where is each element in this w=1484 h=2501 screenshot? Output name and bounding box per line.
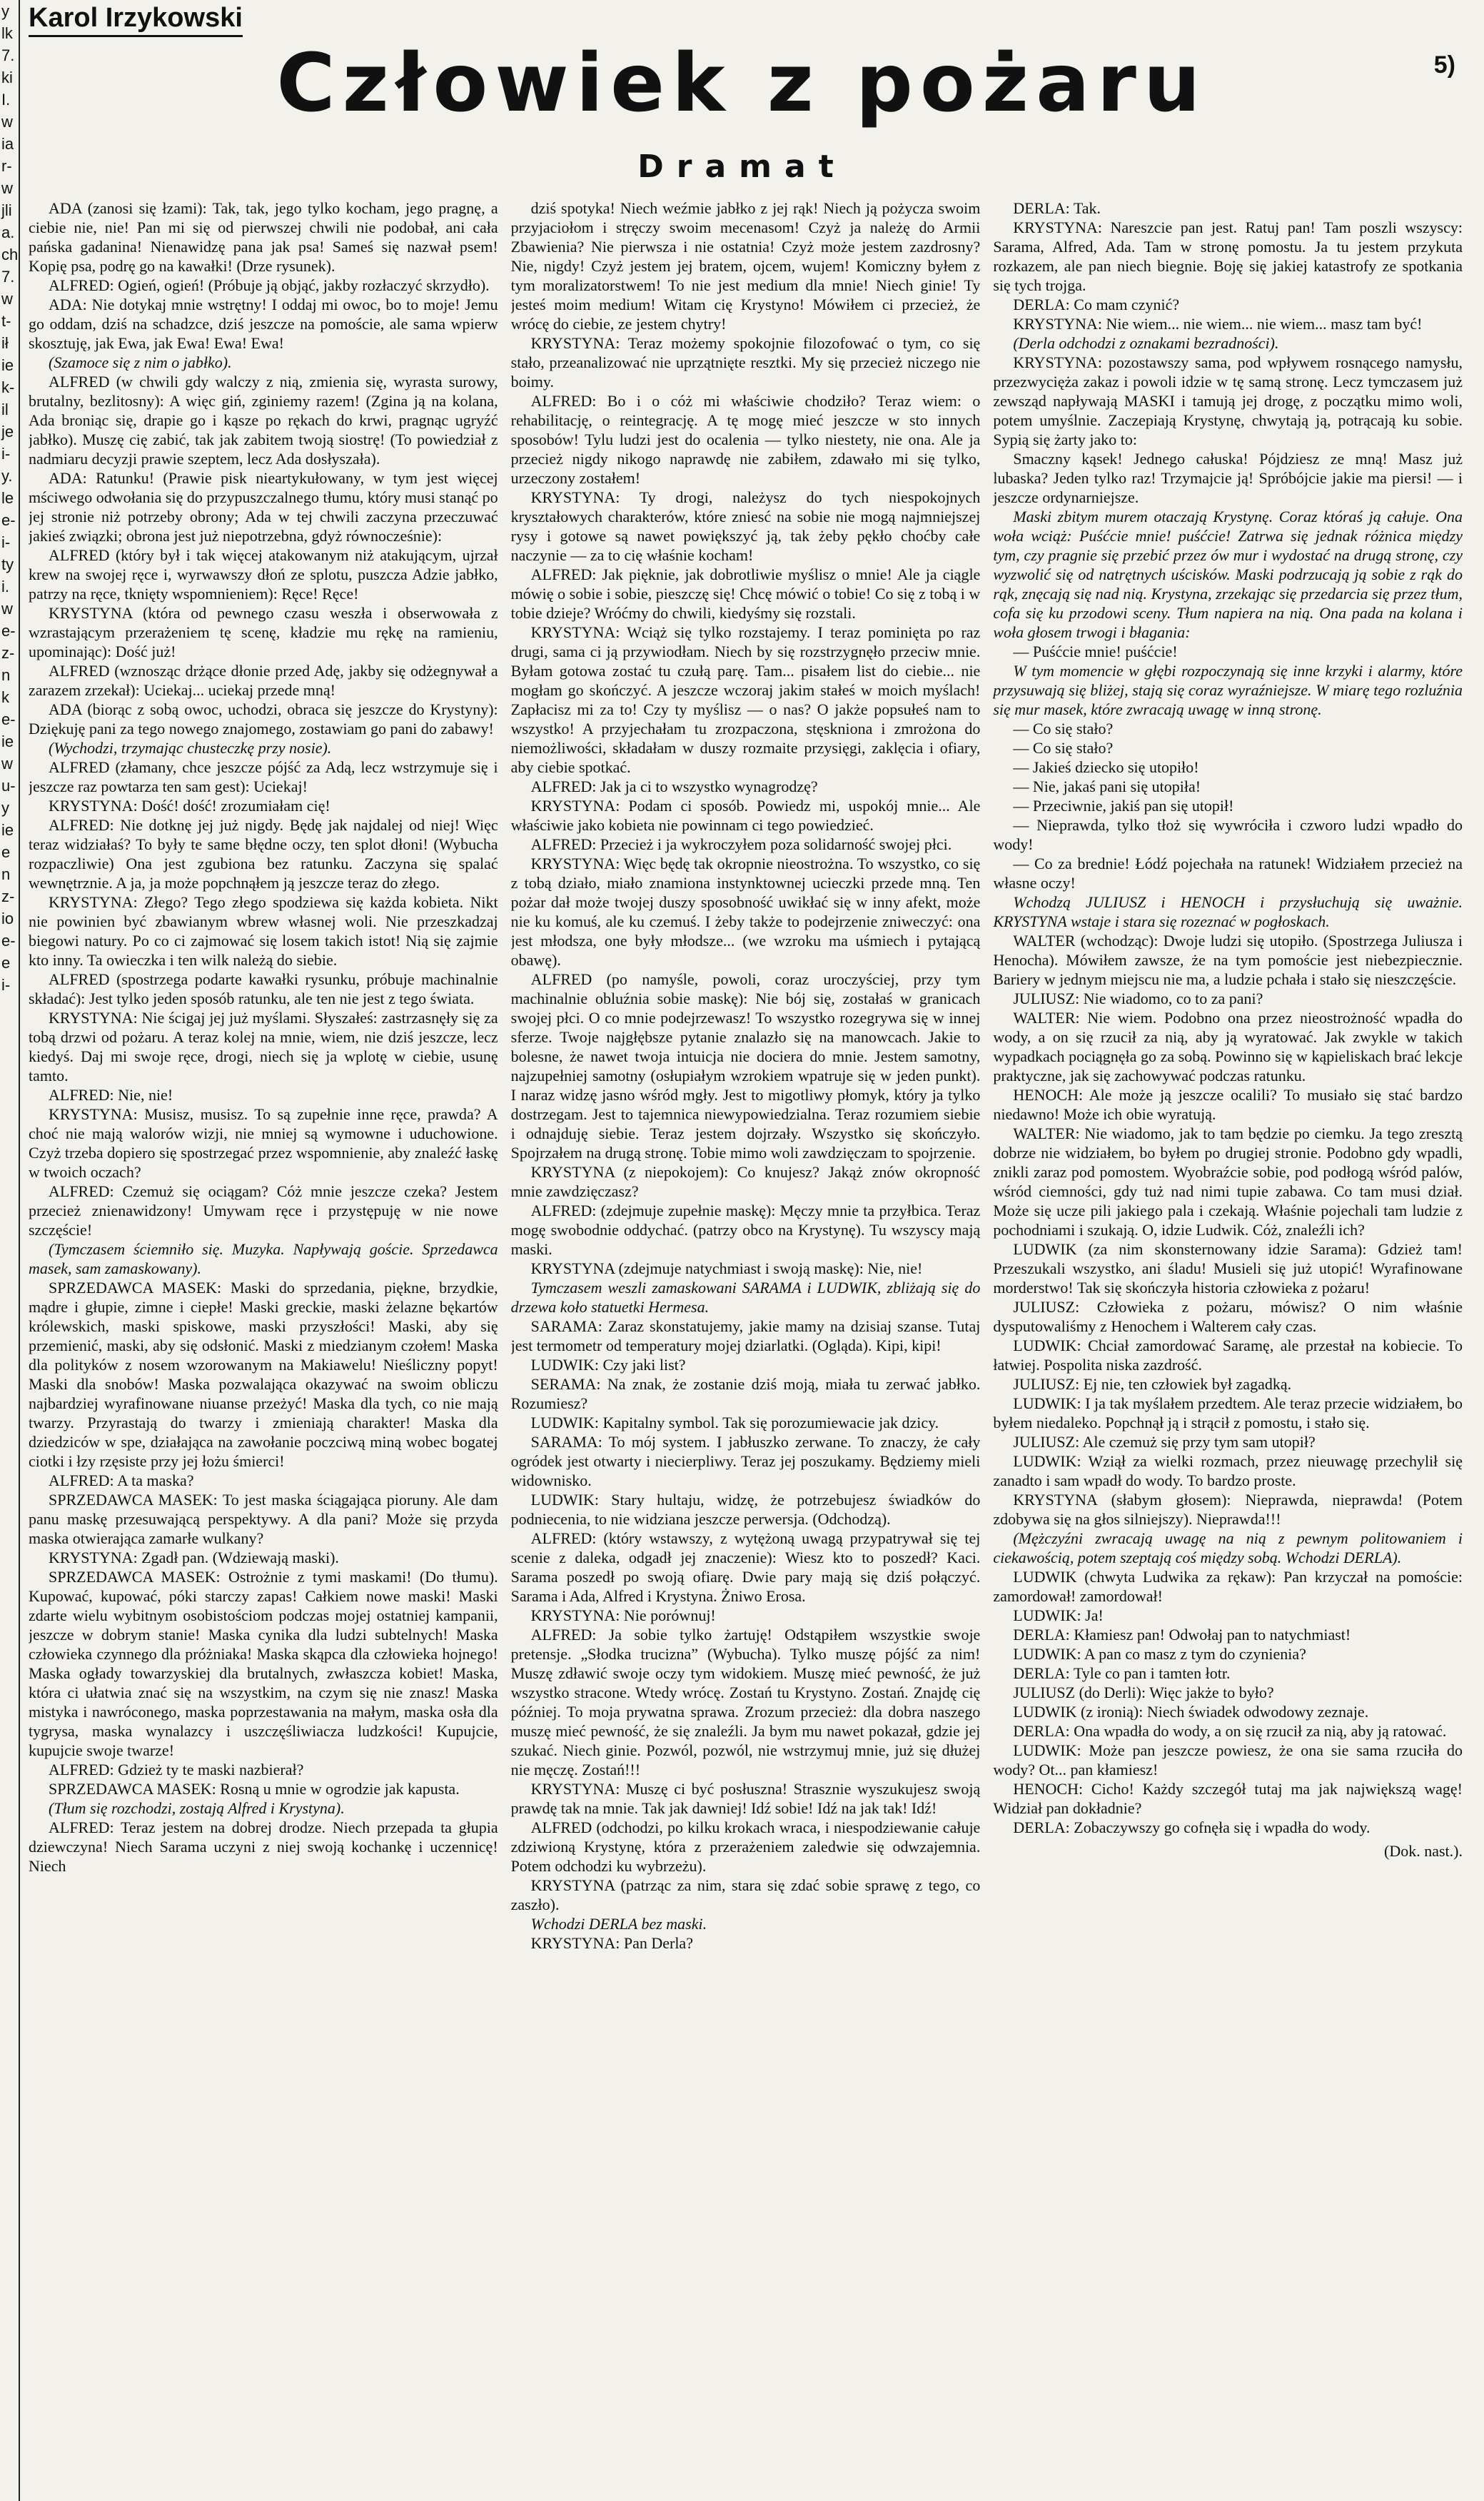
gutter-fragment: i.: [1, 578, 9, 595]
dialogue-paragraph: DERLA: Ona wpadła do wody, a on się rzucił za nią, aby ją ratować.: [1013, 1722, 1447, 1740]
dialogue-paragraph: LUDWIK: Chciał zamordować Saramę, ale przestał na kobiecie. To łatwiej. Pospolita niska zazdrość.: [993, 1337, 1463, 1374]
gutter-fragment: i-: [1, 533, 11, 551]
gutter-fragment: je: [1, 423, 14, 441]
dialogue-paragraph: — Co za bredniе! Łódź pojechała na ratunek! Widziałem przecież na własne oczy!: [993, 855, 1463, 892]
dialogue-paragraph: DERLA: Co mam czynić?: [1013, 296, 1180, 313]
column-2: [511, 198, 981, 2490]
gutter-fragment: r-: [1, 157, 12, 175]
dialogue-paragraph: ALFRED (który był i tak więcej atakowanym niż atakującym, ujrzał krew na swojej ręce i, wyrwawszy dłoń ze splotu, puszcza Adzie jabłko, patrzy na ręce, tknięty wspomnieniem): Ręce! Ręce!: [29, 546, 498, 603]
dialogue-paragraph: KRYSTYNA: pozostawszy sama, pod wpływem rosnącego namysłu, przezwycięża zakaz i powoli idzie w tę samą stronę. Lecz tymczasem już zewsząd napływają MASKI i tamują jej drogę, z początku mimo woli, potem umyślnie. Zaczepiają Krystynę, chwytają ją, potrącają ku sobie. Sypią się żarty jako to:: [993, 353, 1463, 448]
dialogue-paragraph: JULIUSZ: Ale czemuż się przy tym sam utopił?: [1013, 1433, 1316, 1451]
gutter-fragment: lk: [1, 24, 13, 42]
dialogue-paragraph: KRYSTYNA: Nie porównuj!: [530, 1606, 716, 1624]
gutter-fragment: u-: [1, 777, 16, 795]
dialogue-paragraph: ADA (zanosi się łzami): Tak, tak, jego tylko kocham, jego pragnę, a ciebie nie, nie! Pan mi się od pierwszej chwili nie podobał, ani cała pańska gadanina! Nienawidzę pana jak psa! Sameś się nazwał psem! Kopię psa, podrę go na kawałki! (Drze rysunek).: [29, 199, 498, 275]
dialogue-paragraph: JULIUSZ (do Derli): Więc jakże to było?: [1013, 1684, 1274, 1701]
dialogue-paragraph: KRYSTYNA: Złego? Tego złego spodziewa się każda kobieta. Nikt nie powinien być zbawianym wbrew własnej woli. Nie przeszkadzaj biegowi natury. Po co ci zajmować się losem takich istot! Nią się zajmie kto inny. Ta owieczka i ten wilk należą do siebie.: [29, 893, 498, 969]
gutter-fragment: ie: [1, 356, 14, 374]
gutter-fragment: ia: [1, 135, 14, 153]
adjacent-page-gutter: [0, 0, 20, 2501]
gutter-fragment: ty: [1, 555, 14, 573]
dialogue-paragraph: LUDWIK: Wziął za wielki rozmach, przez nieuwagę przechylił się zanadto i sam wpadł do wody. To bardzo proste.: [993, 1452, 1463, 1489]
dialogue-paragraph: ALFRED (w chwili gdy walczy z nią, zmienia się, wyrasta surowy, brutalny, bezlitosny): A więc giń, zginiemy razem! (Zgina ją na kolana, Ada broniąc się, drapie go i kąsze po rękach do krwi, pragnąc ugryźć jabłko). Muszę cię zabić, tak jak zabitem twoją siostrę! (To powiedział z nadmiaru decyzji prawie szeptem, lecz Ada dosłyszała).: [29, 373, 498, 468]
gutter-fragment: y: [1, 799, 9, 817]
gutter-fragment: ch: [1, 246, 19, 263]
dialogue-paragraph: ALFRED: (zdejmuje zupełnie maskę): Męczy mnie ta przyłbica. Teraz mogę swobodnie oddychać. (patrzy obco na Krystynę). Tu wszyscy mają maski.: [510, 1202, 981, 1258]
dialogue-paragraph: LUDWIK (chwyta Ludwika za rękaw): Pan krzyczał na pomoście: zamordował! zamordował!: [993, 1568, 1463, 1605]
dialogue-paragraph: ADA: Nie dotykaj mnie wstrętny! I oddaj mi owoc, bo to moje! Jemu go oddam, dziś na schadzce, dziś jeszcze na pomoście, ale sama wpierw skosztuję, jak Ewa, jak Ewa! Ewa! Ewa!: [29, 296, 498, 352]
dialogue-paragraph: KRYSTYNA: Podam ci sposób. Powiedz mi, uspokój mnie... Ale właściwie jako kobieta nie powinnam ci tego powiedzieć.: [510, 797, 981, 834]
gutter-fragment: k: [1, 688, 9, 706]
gutter-fragment: a.: [1, 223, 15, 241]
dialogue-paragraph: ALFRED: Nie, nie!: [49, 1086, 173, 1104]
dialogue-paragraph: DERLA: Zobaczywszy go cofnęła się i wpadła do wody.: [1013, 1818, 1371, 1836]
dialogue-paragraph: ALFRED: (który wstawszy, z wytężoną uwagą przypatrywał się tej scenie z daleka, odgadł jej znaczenie): Wiesz kto to poszedł? Kaci. Sarama poszedł po swoją ofiarę. Dwie pary mają się dziś połączyć. Sarama i Ada, Alfred i Krystyna. Żniwo Erosa.: [510, 1529, 981, 1605]
dialogue-paragraph: SPRZEDAWCA MASEK: Ostrożnie z tymi maskami! (Do tłumu). Kupować, kupować, póki starczy zapas! Całkiem nowe maski! Maski zdarte wielu wybitnym osobistościom podczas mojej ostatniej kampanii, jeszcze w dobrym stanie! Maska cynika dla ludzi subtelnych! Maska człowieka czynnego dla próżniaka! Maska skąpca dla człowieka hojnego! Maska ogłady towarzyskiej dla brutalnych, zwłaszcza kobiet! Maska, która ci ułatwia znać się na wszystkim, na czym się nie znasz! Maska mistyka i nawróconego, maska poprzestawania na małym, maska osła dla tygrysa, maska wynalazcy i uszczęśliwiacza ludzkości! Kupujcie, kupujcie swoje twarze!: [29, 1568, 498, 1759]
gutter-fragment: jli: [1, 201, 12, 219]
dialogue-paragraph: SPRZEDAWCA MASEK: To jest maska ściągająca pioruny. Ale dam panu maskę przesuwającą perspektywy. A dla pani? Może się przyda maska otwierająca zamarłe wulkany?: [29, 1491, 498, 1547]
gutter-fragment: w: [1, 755, 13, 773]
gutter-fragment: t-: [1, 312, 11, 330]
dialogue-paragraph: Smaczny kąsek! Jednego całuska! Pójdziesz ze mną! Masz już lubaska? Jeden tylko raz! Trzymajcie ją! Spróbójcie jakie ma piersi! — i jeszcze ordynarniejsze.: [993, 450, 1463, 506]
dialogue-paragraph: ALFRED (odchodzi, po kilku krokach wraca, i niespodziewanie całuje zdziwioną Krystynę, która z przerażeniem zaledwie się odwzajemnia. Potem odchodzi ku wybrzeżu).: [510, 1818, 981, 1875]
dialogue-paragraph: SERAMA: Na znak, że zostanie dziś moją, miała tu zerwać jabłko. Rozumiesz?: [510, 1375, 981, 1412]
dialogue-paragraph: — Przeciwnie, jakiś pan się utopił!: [1013, 797, 1234, 815]
dialogue-paragraph: KRYSTYNA (która od pewnego czasu weszła i obserwowała z wzrastającym przerażeniem tę scenę, kładzie mu rękę na ramieniu, upominając): Dość już!: [29, 604, 498, 660]
dialogue-paragraph: LUDWIK: Czy jaki list?: [530, 1356, 686, 1374]
dialogue-paragraph: LUDWIK: Kapitalny symbol. Tak się porozumiewacie jak dzicy.: [530, 1414, 939, 1431]
dialogue-paragraph: dziś spotyka! Niech weźmie jabłko z jej rąk! Niech ją pożycza swoim przyjaciołom i stręczy swoim mecenasom! Czyż ja należę do Armii Zbawienia? Nie pierwsza i nie ostatnia! Czyż może jestem zazdrosny? Nie, nigdy! Czyż jestem jej bratem, ojcem, wujem! Komiczny byłem z tym moralizatorstwem! To nie jest medium dla mnie! Niech ginie! Ty jesteś moim medium! Witam cię Krystyno! Mówiłem ci przecież, że wrócę do ciebie, ze jestem chytry!: [510, 199, 981, 333]
dialogue-paragraph: LUDWIK (z ironią): Niech świadek odwodowy zeznaje.: [1013, 1703, 1369, 1721]
dialogue-paragraph: SARAMA: Zaraz skonstatujemy, jakie mamy na dzisiaj szanse. Tutaj jest termometr od temperatury mojej dziarlatki. (Ogląda). Kipi, kipi!: [510, 1317, 981, 1354]
dialogue-paragraph: JULIUSZ: Człowieka z pożaru, mówisz? O nim właśnie dysputowaliśmy z Henochem i Walterem cały czas.: [993, 1298, 1463, 1335]
gutter-fragment: ie: [1, 733, 14, 750]
stage-direction: (Mężczyźni zwracają uwagę na nią z pewnym politowaniem i ciekawością, potem szeptają coś między sobą. Wchodzi DERLA).: [993, 1529, 1463, 1566]
dialogue-paragraph: KRYSTYNA (patrząc za nim, stara się zdać sobie sprawę z tego, co zaszło).: [510, 1876, 981, 1913]
dialogue-paragraph: ALFRED: Nie dotknę jej już nigdy. Będę jak najdalej od niej! Więc teraz widziałaś? To były te same błędne oczy, ten splot dłoni! (Wybucha rozpaczliwie) Ona jest zgubiona bez ratunku. Zaczyna się spalać wewnętrznie. A ja, ja może popchnąłem ją jeszcze teraz do złego.: [29, 816, 498, 892]
dialogue-paragraph: KRYSTYNA: Więc będę tak okropnie nieostrożna. To wszystko, co się z tobą działo, miało znamiona instynktownej ucieczki przede mną. Ten pożar dał może twojej duszy sposobność uwikłać się w inny afekt, może nie ku komuś, ale ku czemuś. I żeby także to podejrzenie zniweczyć: ona jest młodsza, one były młodsze... (we wzroku ma uśmiech i pytającą obawę).: [510, 855, 981, 969]
dialogue-paragraph: ALFRED: Gdzież ty te maski nazbierał?: [49, 1761, 304, 1778]
dialogue-paragraph: ALFRED (złamany, chce jeszcze pójść za Adą, lecz wstrzymuje się i jeszcze raz powtarza ten sam gest): Uciekaj!: [29, 758, 498, 795]
gutter-fragment: w: [1, 290, 13, 308]
gutter-fragment: y.: [1, 467, 13, 485]
dialogue-paragraph: — Puśćcie mnie! puśćcie!: [1013, 643, 1178, 660]
dialogue-paragraph: KRYSTYNA: Nie ścigaj jej już myślami. Słyszałeś: zastrzasnęły się za tobą drzwi od pożaru. A teraz kolej na mnie, wiem, nie dziś jeszcze, lecz kiedyś. Daj mi swoje ręce, drogi, niech się ja wplotę w ciebie, usunę tamto.: [29, 1009, 498, 1085]
dialogue-paragraph: ALFRED: Teraz jestem na dobrej drodze. Niech przepada ta głupia dziewczyna! Niech Sarama uczyni z niej swoją kochankę i uczennicę! Niech: [29, 1818, 498, 1875]
dialogue-paragraph: SPRZEDAWCA MASEK: Rosną u mnie w ogrodzie jak kapusta.: [49, 1780, 460, 1798]
dialogue-paragraph: HENOCH: Cicho! Każdy szczegół tutaj ma jak największą wagę! Widział pan dokładnie?: [993, 1780, 1463, 1817]
dialogue-paragraph: KRYSTYNA: Musisz, musisz. To są zupełnie inne ręce, prawda? A choć nie mają walorów wizji, nie mniej są wymowne i uduchowione. Czyż trzeba dopiero się spostrzegać przez wspomnienie, aby znaleźć łaskę w twoich oczach?: [29, 1105, 498, 1181]
stage-direction: (Wychodzi, trzymając chusteczkę przy nosie).: [49, 739, 332, 757]
gutter-fragment: i-: [1, 445, 11, 463]
article-title: Człowiek z pożaru: [276, 37, 1208, 130]
dialogue-paragraph: WALTER (wchodząc): Dwoje ludzi się utopiło. (Spostrzega Juliusza i Henocha). Mówiłem zawsze, że na tym pomoście jest niebezpiecznie. Bariery w jednym miejscu nie ma, a ludzie pchała i stało się nieszczęście.: [993, 932, 1463, 988]
dialogue-paragraph: DERLA: Kłamiesz pan! Odwołaj pan to natychmiast!: [1013, 1626, 1351, 1644]
dialogue-paragraph: ALFRED: Ja sobie tylko żartuję! Odstąpiłem wszystkie swoje pretensje. „Słodka trucizna” (Wybucha). Tylko muszę pójść za nim! Muszę zdławić swoje oczy tym widokiem. Muszę mieć pewność, że już wszystko stracone. Wtedy wrócę. Zostań tu Krystyno. Zostań. Znajdę cię później. To moja prywatna sprawa. Zrozum przecież: dla dobra naszego muszę mieć pewność, że się znaleźli. Ja bym mu nawet pokazał, gdzie jej szukać. Niech ginie. Pozwól, pozwól, nie wstrzymuj mnie, już się dłużej nie męczę. Zostań!!!: [510, 1626, 981, 1778]
dialogue-paragraph: ALFRED: Jak ja ci to wszystko wynagrodzę?: [530, 778, 818, 795]
page-number: 5): [1433, 51, 1455, 79]
dialogue-paragraph: ALFRED: Czemuż się ociągam? Cóż mnie jeszcze czeka? Jestem przecież znienawidzony! Umywam ręce i przystępuję w nie nowe szczęście!: [29, 1182, 498, 1239]
article-subtitle: Dramat: [637, 149, 847, 185]
dialogue-paragraph: KRYSTYNA: Nareszcie pan jest. Ratuj pan! Tam poszli wszyscy: Sarama, Alfred, Ada. Tam w stronę pomostu. Ja tu jestem przykuta rozkazem, ale pan niech biegnie. Boję się jakiej katastrofy ze spotkania się tych trojga.: [993, 218, 1463, 294]
dialogue-paragraph: LUDWIK (za nim skonsternowany idzie Sarama): Gdzież tam! Przeszukali wszystko, ani śladu! Musieli się już utopić! Wyrafinowane morderstwo! Tak się skończyła historia człowieka z pożaru!: [993, 1240, 1463, 1297]
gutter-fragment: w: [1, 600, 13, 618]
dialogue-paragraph: — Jakieś dziecko się utopiło!: [1013, 758, 1199, 776]
stage-direction: (Derla odchodzi z oznakami bezradności).: [1013, 334, 1279, 352]
dialogue-paragraph: ALFRED: Przecież i ja wykroczyłem poza solidarność swojej płci.: [530, 835, 952, 853]
gutter-fragment: n: [1, 865, 11, 883]
gutter-fragment: ił: [1, 334, 9, 352]
dialogue-paragraph: LUDWIK: Ja!: [1013, 1606, 1104, 1624]
stage-direction: (Szamoce się z nim o jabłko).: [49, 353, 232, 371]
gutter-fragment: e-: [1, 710, 16, 728]
dialogue-paragraph: SARAMA: To mój system. I jabłuszko zerwane. To znaczy, że cały ogródek jest otwarty i niecierpliwy. Teraz jej poszukamy. Będziemy mieli widownisko.: [510, 1433, 981, 1489]
dialogue-paragraph: DERLA: Tak.: [1013, 199, 1101, 217]
gutter-fragment: i-: [1, 976, 11, 994]
gutter-fragment: e: [1, 954, 11, 972]
stage-direction: Wchodzi DERLA bez maski.: [530, 1915, 707, 1933]
dialogue-paragraph: KRYSTYNA: Nie wiem... nie wiem... nie wiem... masz tam być!: [1013, 315, 1423, 333]
dialogue-paragraph: ALFRED (spostrzega podarte kawałki rysunku, próbuje machinalnie składać): Jest tylko jeden sposób ratunku, ale ten nie jest z tego świata.: [29, 970, 498, 1007]
gutter-fragment: ki: [1, 69, 13, 86]
gutter-fragment: e-: [1, 622, 16, 640]
dialogue-paragraph: ADA: Ratunku! (Prawie pisk nieartykułowany, w tym jest więcej mściwego odwołania się do przypuszczalnego tłumu, który musi stanąć po jej stronie niż potrzeby obrony; Ada w tej chwili zaczyna przeczuwać jakieś związki; obrona jest już niepotrzebna, gdyż równocześnie):: [29, 469, 498, 545]
dialogue-paragraph: JULIUSZ: Nie wiadomo, co to za pani?: [1013, 990, 1263, 1007]
dialogue-paragraph: ALFRED: A ta maska?: [49, 1471, 194, 1489]
dialogue-paragraph: LUDWIK: Może pan jeszcze powiesz, że ona sie sama rzuciła do wody? Ot... pan kłamiesz!: [993, 1741, 1463, 1778]
gutter-fragment: z-: [1, 644, 15, 662]
dialogue-paragraph: KRYSTYNA (z niepokojem): Co knujesz? Jakąż znów okropność mnie zawdzięczasz?: [510, 1163, 981, 1200]
dialogue-paragraph: ALFRED (po namyśle, powoli, coraz uroczyściej, przy tym machinalnie obluźnia sobie maskę): Nie bój się, zostałaś w granicach swojej płci. O co mnie podejrzewasz! To wszystko rozegrywa się w innej sferze. Twoje najgłębsze pytanie znalazło się na manowcach. Jakie to bolesne, że nawet twoja intuicja nie dociera do mnie. Jestem samotny, najzupełniej samotny (osłupiałym wzrokiem wpatruje się w jeden punkt). I naraz widzę jasno wśród mgły. Jest to migotliwy płomyk, który ja tylko dostrzegam. Jest to tajemnica niewypowiedzialna. Teraz rozumiem siebie i odnajduję siebie. Teraz jestem dojrzały. Wszystko się skończyło. Spojrzałem na drugą stronę. Tobie mimo woli zawdzięczam to spojrzenie.: [510, 970, 981, 1162]
dialogue-paragraph: HENOCH: Ale może ją jeszcze ocalili? To musiało się stać bardzo niedawno! Może ich obie wyratują.: [993, 1086, 1463, 1123]
gutter-fragment: e-: [1, 932, 16, 950]
column-1: [29, 198, 498, 2490]
gutter-fragment: k-: [1, 378, 15, 396]
gutter-fragment: 7.: [1, 268, 15, 286]
column-3: [993, 198, 1463, 2490]
dialogue-paragraph: LUDWIK: Stary hultaju, widzę, że potrzebujesz świadków do podniecenia, to nie widziana jeszcze perwersja. (Odchodzą).: [510, 1491, 981, 1528]
dialogue-paragraph: ALFRED: Jak pięknie, jak dobrotliwie myślisz o mnie! Ale ja ciągle mówię o sobie i sobie, pieszczę się! Chcę mówić o tobie! Co się z tobą i w tobie dzieje? Wróćmy do chwili, kiedyśmy się rozstali.: [510, 565, 981, 622]
dialogue-paragraph: SPRZEDAWCA MASEK: Maski do sprzedania, piękne, brzydkie, mądre i głupie, zimne i ciepłe! Maski greckie, maski żelazne bękartów królewskich, maski spiskowe, maski przyszłości! Maski, aby się przemienić, maski, aby się odsłonić. Maski z miedzianym czołem! Maska dla polityków z nosem wzorowanym na Makiawelu! Nieśliczny popyt! Maski dla snobów! Maska pozwalająca okazywać na swoim obliczu najbardziej wyrafinowane niuanse przeżyć! Maska dla tych, co nie mają twarzy. Przyrastają do twarzy i zmieniają charakter! Maska dla dziedziców w spe, działająca na zawołanie poczciwą miną wobec bogatej ciotki i łzy rzęsiste przy jej łożu śmierci!: [29, 1279, 498, 1470]
dialogue-paragraph: KRYSTYNA: Muszę ci być posłuszna! Strasznie wyszukujesz swoją prawdę tak na mnie. Tak jak dawniej! Idź sobie! Idź na jak tak! Idź!: [510, 1780, 981, 1817]
gutter-fragment: le: [1, 489, 14, 507]
gutter-fragment: z-: [1, 887, 15, 905]
dialogue-paragraph: ADA (biorąc z sobą owoc, uchodzi, obraca się jeszcze do Krystyny): Dziękuję pani za tego nowego znajomego, zostawiam go pani do zabawy!: [29, 700, 498, 738]
dialogue-paragraph: ALFRED: Ogień, ogień! (Próbuje ją objąć, jakby rozłaczyć skrzydło).: [49, 276, 490, 294]
dialogue-paragraph: KRYSTYNA (słabym głosem): Nieprawda, nieprawda! (Potem zdobywa się na głos silniejszy). Nieprawda!!!: [993, 1491, 1463, 1528]
stage-direction: W tym momencie w głębi rozpoczynają się inne krzyki i alarmy, które przysuwają się bliżej, stają się coraz wyraźniejsze. W miarę tego rozluźnia się mur masek, które zwracają uwagę w inną stronę.: [993, 662, 1463, 718]
stage-direction: Wchodzą JULIUSZ i HENOCH i przysłuchują się uważnie. KRYSTYNA wstaje i stara się rozeznać w pogłoskach.: [993, 893, 1463, 930]
dialogue-paragraph: LUDWIK: A pan co masz z tym do czynienia?: [1013, 1645, 1306, 1663]
text-columns: [29, 198, 1463, 2490]
dialogue-paragraph: KRYSTYNA: Pan Derla?: [530, 1934, 693, 1952]
gutter-fragment: ie: [1, 821, 14, 839]
dialogue-paragraph: — Co się stało?: [1013, 739, 1114, 757]
dialogue-paragraph: KRYSTYNA: Dość! dość! zrozumiałam cię!: [49, 797, 330, 815]
stage-direction: Tymczasem weszli zamaskowani SARAMA i LUDWIK, zbliżają się do drzewa koło statuetki Hermesa.: [510, 1279, 981, 1316]
gutter-fragment: il: [1, 401, 9, 418]
gutter-fragment: y: [1, 2, 9, 20]
gutter-fragment: w: [1, 179, 13, 197]
gutter-fragment: n: [1, 666, 11, 684]
dialogue-paragraph: KRYSTYNA (zdejmuje natychmiast i swoją maskę): Nie, nie!: [530, 1259, 923, 1277]
dialogue-paragraph: JULIUSZ: Ej nie, ten człowiek był zagadką.: [1013, 1375, 1292, 1393]
dialogue-paragraph: — Co się stało?: [1013, 720, 1114, 738]
dialogue-paragraph: LUDWIK: I ja tak myślałem przedtem. Ale teraz przecie widziałem, bo byłem niedaleko. Popchnął ją i strącił z pomostu, i stało się.: [993, 1394, 1463, 1431]
continued-note: (Dok. nast.).: [1384, 1842, 1463, 1860]
gutter-fragment: e-: [1, 511, 16, 529]
author-byline: Karol Irzykowski: [29, 3, 243, 37]
dialogue-paragraph: WALTER: Nie wiadomo, jak to tam będzie po ciemku. Ja tego zresztą dobrze nie widziałem, bo byłem po drugiej stronie. Podobno gdy wpadli, znikli zaraz pod pomostem. Wyobraźcie sobie, pod podłogą wśród palów, wśród ciemności, gdy tuż nad nimi tupie zabawa. Co tam musi dział. Może się ucze pili jakiego pala i czekają. Właśnie pojechali tam ludzie z pochodniami i szukają. O, idzie Ludwik. Cóż, znaleźli ich?: [993, 1124, 1463, 1239]
dialogue-paragraph: KRYSTYNA: Teraz możemy spokojnie filozofować o tym, co się stało, przeanalizować nie uprzątnięte resztki. My się przecież niczego nie boimy.: [510, 334, 981, 391]
dialogue-paragraph: ALFRED (wznosząc drżące dłonie przed Adę, jakby się odżegnywał a zarazem zrzekał): Uciekaj... uciekaj przede mną!: [29, 662, 498, 699]
gutter-fragment: e: [1, 843, 11, 861]
stage-direction: (Tłum się rozchodzi, zostają Alfred i Krystyna).: [49, 1799, 345, 1817]
gutter-fragment: io: [1, 910, 14, 927]
dialogue-paragraph: — Nie, jakaś pani się utopiła!: [1013, 778, 1201, 795]
dialogue-paragraph: ALFRED: Bo i o cóż mi właściwie chodziło? Teraz wiem: o rehabilitację, o reintegrację. A tę mogę mieć jeszcze w sto innych sposobów! Tylu ludzi jest do ocalenia — tylko niestety, nie ona. Ale ja przecież nigdy nikogo naprawdę nie zabiłem, zdawało mi się tylko, urzeczony zostałem!: [510, 392, 981, 487]
gutter-fragment: 7.: [1, 46, 15, 64]
gutter-fragment: I.: [1, 91, 11, 109]
dialogue-paragraph: DERLA: Tyle co pan i tamten łotr.: [1013, 1664, 1231, 1682]
dialogue-paragraph: KRYSTYNA: Zgadł pan. (Wdziewają maski).: [49, 1549, 339, 1566]
dialogue-paragraph: — Nieprawda, tylko tłoż się wywróciła i czworo ludzi wpadło do wody!: [993, 816, 1463, 853]
stage-direction: Maski zbitym murem otaczają Krystynę. Coraz któraś ją całuje. Ona woła wciąż: Puśćcie mnie! puśćcie! Zatrwa się jednak różnica między tym, czy pragnie się przebić przez ów mur i wydostać na drugą stronę, czy wyzwolić się od natrętnych uścisków. Maski podrzucają ją sobie z rąk do rąk, znęcają się nad nią. Krystyna, zrzekając się przedarcia się przez tłum, cofa się ku przodowi sceny. Tłum napiera na nią. Ona pada na kolana i woła głosem trwogi i błagania:: [993, 508, 1463, 641]
dialogue-paragraph: WALTER: Nie wiem. Podobno ona przez nieostrożność wpadła do wody, a on się rzucił za nią, aby ją wyratować. Jak zwykle w takich wypadkach pociągnęła go za sobą. Powinno się w kąpieliskach brać lekcje praktyczne, jak się zachowywać podczas ratunku.: [993, 1009, 1463, 1085]
dialogue-paragraph: KRYSTYNA: Ty drogi, należysz do tych niespokojnych kryształowych charakterów, które zniesć na sobie nie mogą najmniejszej rysy i gotowe są nawet powiększyć ją, tak żeby pękło choćby całe naczynie — za to cię właśnie kocham!: [510, 488, 981, 564]
stage-direction: (Tymczasem ściemniło się. Muzyka. Napływają goście. Sprzedawca masek, sam zamaskowany).: [29, 1240, 498, 1277]
gutter-fragment: w: [1, 113, 13, 131]
dialogue-paragraph: KRYSTYNA: Wciąż się tylko rozstajemy. I teraz pominięta po raz drugi, sama ci ją przywiodłam. Niech by się rozstrzygnęło przeciw mnie. Byłam gotowa zostać tu czułą parę. Tam... pisałem list do ciebie... nie mogłam go skończyć. A jeszcze wczoraj jakim stałeś w moich myślach! Zapłacisz mi za to! Czy ty myślisz — o nas? O jakże popsułeś nam to wszystko! A przyjechałam tu zrozpaczona, stęskniona i zmrożona do niemożliwości, składałam w duszy rozmaite przysięgi, zaklęcia i ofiary, aby ciebie spotkać.: [510, 623, 981, 776]
